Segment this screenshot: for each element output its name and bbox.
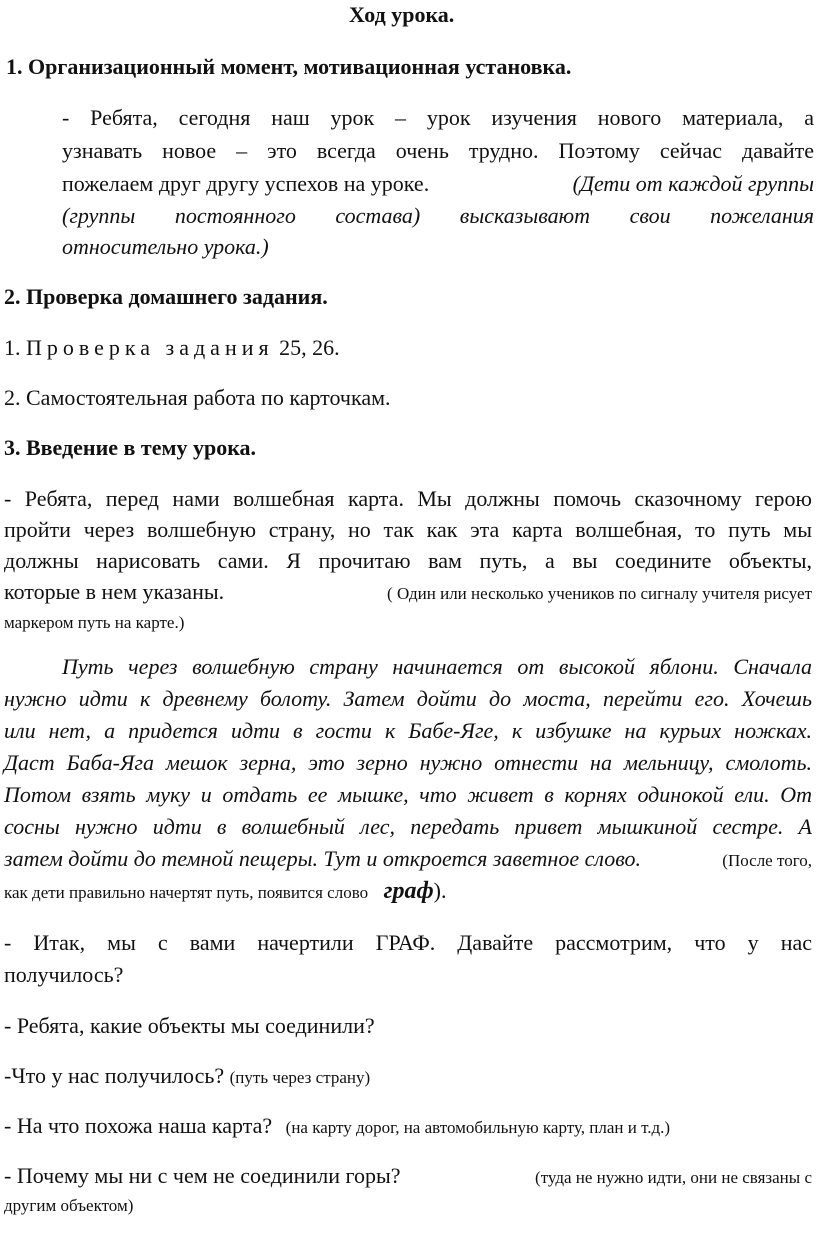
dialogue-q4-note: (на карту дорог, на автомобильную карту, план и т.д.) (285, 1118, 671, 1137)
page-title: Ход урока. (349, 2, 455, 27)
story-note-2: как дети правильно начертят путь, появится слово (4, 883, 369, 902)
section1-line-3-text: пожелаем друг другу успехов на уроке. (62, 171, 430, 196)
story-last-line: затем дойти до темной пещеры. Тут и откроется заветное слово. (4, 846, 641, 871)
story-close: ). (433, 878, 447, 903)
story-line-7 (4, 844, 812, 876)
story-line-6: сосны нужно идти в волшебный лес, передать привет мышкиной сестре. А (4, 814, 812, 839)
story-note-1: (После того, (722, 851, 812, 870)
dialogue-q3-text: -Что у нас получилось? (4, 1063, 225, 1088)
section1-line-2: узнавать новое – это всегда очень трудно. Поэтому сейчас давайте (62, 138, 814, 163)
section3-line-2: пройти через волшебную страну, но так как эта карта волшебная, то путь мы (4, 517, 812, 542)
dialogue-q5-note: (туда не нужно идти, они не связаны с (535, 1168, 812, 1187)
section2-heading: 2. Проверка домашнего задания. (4, 284, 328, 309)
section2-item-1-num: 1. (4, 335, 21, 360)
section3-line-5-note: маркером путь на карте.) (4, 613, 185, 632)
section2-item-1-rest: 25, 26. (273, 335, 340, 360)
story-line-8 (4, 876, 446, 908)
story-line-5: Потом взять муку и отдать ее мышке, что живет в корнях одинокой ели. От (4, 782, 812, 807)
section3-line-4-note: ( Один или несколько учеников по сигналу учителя рисует (387, 584, 812, 603)
section3-line-3: должны нарисовать сами. Я прочитаю вам путь, а вы соедините объекты, (4, 548, 812, 573)
story-line-4: Даст Баба-Яга мешок зерна, это зерно нужно отнести на мельницу, смолоть. (4, 750, 812, 775)
section1-italic-inline: (Дети от каждой группы (572, 171, 814, 196)
dialogue-q1-line-2: получилось? (4, 962, 124, 987)
dialogue-q4-text: - На что похожа наша карта? (4, 1113, 273, 1138)
section2-item-1-spaced: Проверка задания (26, 335, 274, 360)
section3-line-4-main: которые в нем указаны. (4, 579, 225, 604)
dialogue-q2: - Ребята, какие объекты мы соединили? (4, 1013, 375, 1038)
story-line-3: или нет, а придется идти в гости к Бабе-Яге, к избушке на курьих ножках. (4, 718, 812, 743)
section2-item-2: 2. Самостоятельная работа по карточкам. (4, 385, 391, 410)
dialogue-q4 (4, 1111, 670, 1143)
dialogue-q5-text: - Почему мы ни с чем не соединили горы? (4, 1163, 401, 1188)
story-word-graph: граф (383, 878, 434, 904)
section1-line-3 (62, 169, 814, 199)
story-line-1: Путь через волшебную страну начинается от высокой яблони. Сначала (62, 654, 812, 679)
dialogue-q1-line-1: - Итак, мы с вами начертили ГРАФ. Давайте рассмотрим, что у нас (4, 930, 812, 955)
dialogue-q3 (4, 1061, 370, 1093)
dialogue-q3-note: (путь через страну) (229, 1068, 371, 1087)
section1-heading: 1. Организационный момент, мотивационная установка. (6, 54, 572, 79)
section1-italic-line-2: относительно урока.) (62, 234, 269, 259)
dialogue-q5 (4, 1161, 812, 1193)
story-line-2: нужно идти к древнему болоту. Затем дойти до моста, перейти его. Хочешь (4, 686, 812, 711)
section1-line-1: - Ребята, сегодня наш урок – урок изучения нового материала, а (62, 105, 814, 130)
section3-line-4 (4, 577, 812, 609)
section3-heading: 3. Введение в тему урока. (4, 435, 257, 460)
dialogue-q5-note-2: другим объектом) (4, 1196, 134, 1215)
section2-item-1 (4, 333, 340, 363)
section3-line-1: - Ребята, перед нами волшебная карта. Мы должны помочь сказочному герою (4, 486, 812, 511)
section1-italic-line-1: (группы постоянного состава) высказывают свои пожелания (62, 203, 814, 228)
